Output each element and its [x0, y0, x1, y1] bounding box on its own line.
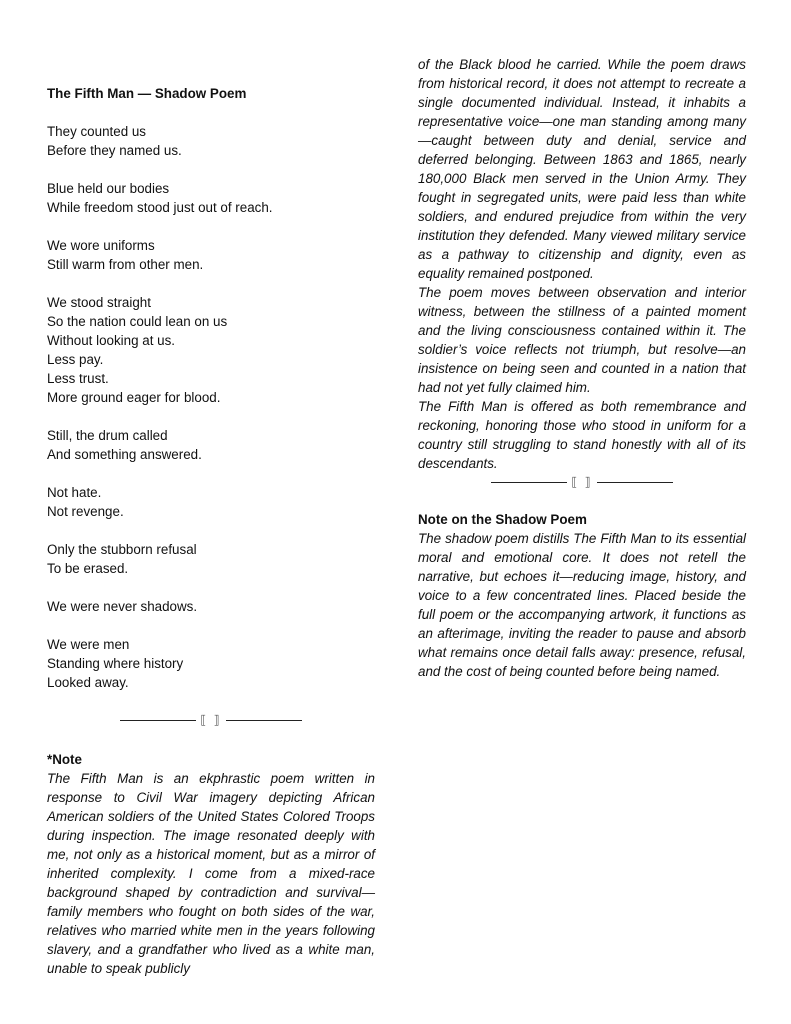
- poem-stanza: [47, 122, 375, 160]
- poem-line: Still warm from other men.: [47, 257, 204, 272]
- poem-stanza: [47, 293, 375, 407]
- shadow-note-paragraph: The shadow poem distills The Fifth Man to its essential moral and emotional core. It does not retell the narrative, but echoes it—reducing image, history, and voice to a few concentrated lines. Placed beside the full poem or the accompanying artwork, it functions as an afterimage, inviting the reader to pause and absorb what remains once detail falls away: presence, refusal, and the cost of being counted before being named.: [418, 531, 746, 679]
- note-paragraph-3: The poem moves between observation and interior witness, between the stillness of a painted moment and the living consciousness contained within it. The soldier’s voice reflects not triumph, but resolve—an insistence on being seen and counted in a nation that had not yet fully claimed him.: [418, 285, 746, 395]
- poem-line: While freedom stood just out of reach.: [47, 200, 273, 215]
- note-heading: *Note: [47, 752, 82, 767]
- poem-title: The Fifth Man — Shadow Poem: [47, 86, 247, 101]
- poem-line: Standing where history: [47, 656, 184, 671]
- poem-stanza: [47, 236, 375, 274]
- poem-stanza: [47, 540, 375, 578]
- poem-line: Less pay.: [47, 352, 104, 367]
- poem-stanza: [47, 483, 375, 521]
- poem-stanza: [47, 597, 375, 616]
- shadow-note-heading: Note on the Shadow Poem: [418, 512, 587, 527]
- poem-stanza: [47, 426, 375, 464]
- poem-line: To be erased.: [47, 561, 129, 576]
- double-bracket-ornament-icon: ⟦ ⟧: [200, 713, 222, 727]
- section-divider: [47, 711, 375, 730]
- poem-line: So the nation could lean on us: [47, 314, 228, 329]
- poem-line: Looked away.: [47, 675, 129, 690]
- poem-line: Not revenge.: [47, 504, 124, 519]
- poem-line: Blue held our bodies: [47, 181, 170, 196]
- divider-rule-left: [120, 720, 196, 722]
- note-paragraph-4: The Fifth Man is offered as both remembrance and reckoning, honoring those who stood in uniform for a country still struggling to stand honestly with all of its descendants.: [418, 399, 746, 471]
- section-divider: [418, 473, 746, 492]
- poem-line: We wore uniforms: [47, 238, 155, 253]
- double-bracket-ornament-icon: ⟦ ⟧: [571, 475, 593, 489]
- divider-rule-right: [597, 482, 673, 484]
- divider-rule-right: [226, 720, 302, 722]
- poem-body: [47, 122, 375, 692]
- poem-line: They counted us: [47, 124, 147, 139]
- poem-stanza: [47, 635, 375, 692]
- poem-stanza: [47, 179, 375, 217]
- note-paragraph-2: of the Black blood he carried. While the poem draws from historical record, it does not attempt to recreate a single documented individual. Instead, it inhabits a representative voice—one man standing among many—caught between duty and denial, service and deferred belonging. Between 1863 and 1865, nearly 180,000 Black men served in the Union Army. They fought in segregated units, were paid less than white soldiers, and endured prejudice from within the very institution they defended. Many viewed military service as a pathway to citizenship and dignity, even as equality remained postponed.: [418, 57, 746, 281]
- left-column: [47, 84, 375, 978]
- poem-line: Not hate.: [47, 485, 102, 500]
- right-column: [418, 55, 746, 681]
- divider-rule-left: [491, 482, 567, 484]
- poem-line: We were never shadows.: [47, 599, 198, 614]
- poem-line: Less trust.: [47, 371, 109, 386]
- poem-line: Only the stubborn refusal: [47, 542, 197, 557]
- poem-line: We stood straight: [47, 295, 151, 310]
- poem-line: Still, the drum called: [47, 428, 168, 443]
- poem-line: And something answered.: [47, 447, 202, 462]
- poem-line: We were men: [47, 637, 130, 652]
- poem-line: More ground eager for blood.: [47, 390, 221, 405]
- poem-line: Without looking at us.: [47, 333, 176, 348]
- poem-line: Before they named us.: [47, 143, 182, 158]
- note-paragraph-1: The Fifth Man is an ekphrastic poem written in response to Civil War imagery depicting African American soldiers of the United States Colored Troops during inspection. The image resonated deeply with me, not only as a historical moment, but as a mirror of inherited complexity. I come from a mixed-race background shaped by contradiction and survival—family members who fought on both sides of the war, relatives who married white men in the years following slavery, and a grandfather who lived as a white man, unable to speak publicly: [47, 771, 375, 976]
